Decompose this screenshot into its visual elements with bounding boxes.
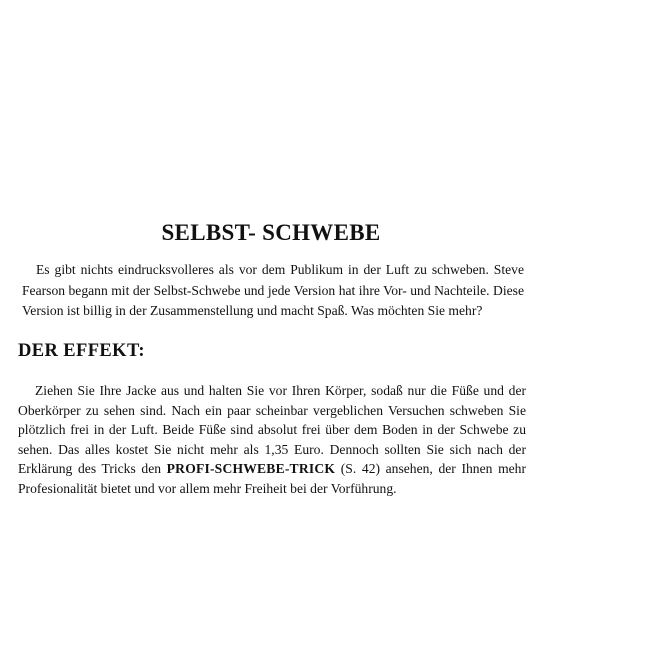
effect-heading: DER EFFEKT: xyxy=(18,341,145,361)
page-title: SELBST- SCHWEBE xyxy=(161,220,381,245)
effect-text-before: Ziehen Sie Ihre Jacke aus und halten Sie vor Ihren Körper, sodaß nur die Füße und der Oberkörper zu sehen sind. Nach ein paar scheinbar vergeblichen Versuchen schweben Sie plötzlich frei in der Luft. Beide Füße sind absolut frei über dem Boden in der Schwebe zu sehen. Das alles kostet Sie nicht mehr als 1,35 Euro. Dennoch sollten Sie sich nach der Erklärung des Tricks den xyxy=(18,383,526,477)
effect-paragraph xyxy=(18,381,526,499)
effect-text-after: (S. 42) ansehen, der Ihnen mehr Profesionalität bietet und vor allem mehr Freiheit bei der Vorführung. xyxy=(18,461,526,496)
profi-schwebe-trick-reference: PROFI-SCHWEBE-TRICK xyxy=(166,461,336,477)
intro-paragraph: Es gibt nichts eindrucksvolleres als vor dem Publikum in der Luft zu schweben. Steve Fearson begann mit der Selbst-Schwebe und jede Version hat ihre Vor- und Nachteile. Diese Version ist billig in der Zusammenstellung und macht Spaß. Was möchten Sie mehr? xyxy=(22,262,524,318)
